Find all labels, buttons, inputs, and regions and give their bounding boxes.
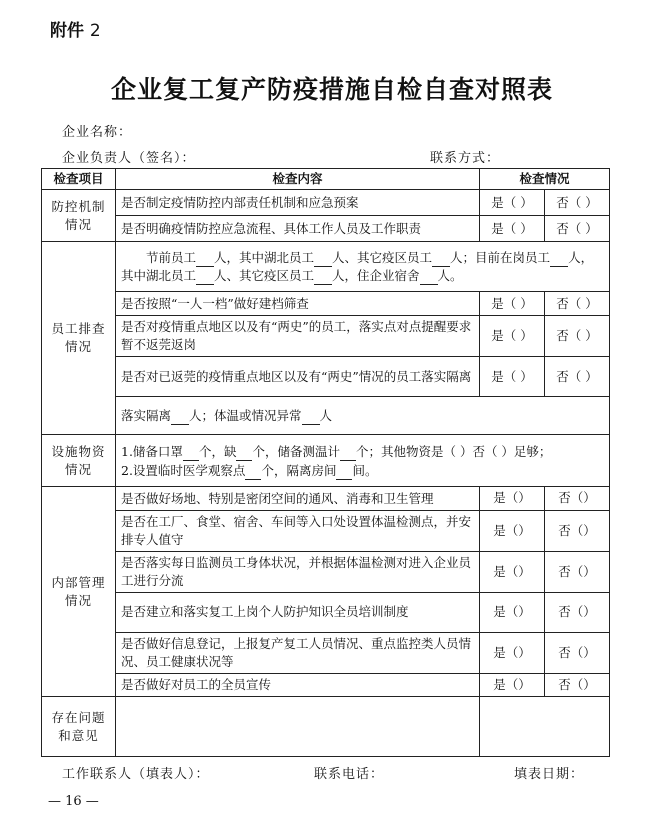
header-content: 检查内容 — [116, 169, 480, 190]
page-number: — 16 — — [48, 794, 99, 809]
check-item: 是否建立和落实复工上岗个人防护知识全员培训制度 — [116, 593, 480, 633]
yes-checkbox[interactable]: 是（） — [480, 674, 545, 697]
table-row — [42, 593, 610, 633]
yes-checkbox[interactable]: 是（） — [480, 633, 545, 674]
no-checkbox[interactable]: 否（ ） — [545, 357, 610, 397]
section-internal-mgmt-title: 内部管理情况 — [42, 487, 116, 697]
no-checkbox[interactable]: 否（） — [545, 593, 610, 633]
no-checkbox[interactable]: 否（ ） — [545, 216, 610, 242]
header-status: 检查情况 — [480, 169, 610, 190]
table-row — [42, 216, 610, 242]
no-checkbox[interactable]: 否（） — [545, 510, 610, 551]
check-item: 是否做好对员工的全员宣传 — [116, 674, 480, 697]
check-item: 是否对疫情重点地区以及有“两史”的员工，落实点对点提醒要求暂不返莞返岗 — [116, 316, 480, 357]
yes-checkbox[interactable]: 是（） — [480, 593, 545, 633]
check-item: 是否明确疫情防控应急流程、具体工作人员及工作职责 — [116, 216, 480, 242]
check-item: 是否在工厂、食堂、宿舍、车间等入口处设置体温检测点，并安排专人值守 — [116, 510, 480, 551]
contact-method-label: 联系方式： — [430, 151, 501, 166]
company-name-label: 企业名称： — [62, 125, 133, 140]
checklist-table — [41, 168, 610, 757]
table-row — [42, 510, 610, 551]
staff-count-statement: 节前员工 人，其中湖北员工 人、其它疫区员工 人；目前在岗员工 人，其中湖北员工 人、其它疫区员工 人，住企业宿舍 人。 — [116, 242, 610, 292]
yes-checkbox[interactable]: 是（ ） — [480, 190, 545, 216]
check-item: 是否制定疫情防控内部责任机制和应急预案 — [116, 190, 480, 216]
facilities-statement — [116, 435, 610, 487]
no-checkbox[interactable]: 否（） — [545, 674, 610, 697]
yes-checkbox[interactable]: 是（ ） — [480, 292, 545, 316]
facilities-line-2: 2.设置临时医学观察点 个，隔离房间 间。 — [121, 461, 604, 480]
table-row — [42, 357, 610, 397]
yes-checkbox[interactable]: 是（） — [480, 510, 545, 551]
date-label: 填表日期： — [514, 767, 585, 782]
yes-checkbox[interactable]: 是（ ） — [480, 316, 545, 357]
table-row — [42, 551, 610, 592]
contact-person-label: 工作联系人（填表人）： — [62, 767, 210, 782]
section-staff-screening-title: 员工排查情况 — [42, 242, 116, 435]
section-issues-title: 存在问题和意见 — [42, 697, 116, 757]
table-row — [42, 697, 610, 757]
header-item: 检查项目 — [42, 169, 116, 190]
table-row — [42, 292, 610, 316]
table-row — [42, 435, 610, 487]
isolation-statement: 落实隔离 人；体温或情况异常 人 — [116, 397, 610, 435]
no-checkbox[interactable]: 否（） — [545, 633, 610, 674]
table-row — [42, 633, 610, 674]
issues-input[interactable] — [116, 697, 480, 757]
yes-checkbox[interactable]: 是（ ） — [480, 216, 545, 242]
table-row — [42, 190, 610, 216]
check-item: 是否做好场地、特别是密闭空间的通风、消毒和卫生管理 — [116, 487, 480, 510]
section-epidemic-control-title: 防控机制情况 — [42, 190, 116, 242]
attachment-label — [50, 16, 101, 41]
company-head-label: 企业负责人（签名）： — [62, 151, 196, 166]
table-row — [42, 397, 610, 435]
section-facilities-title: 设施物资情况 — [42, 435, 116, 487]
no-checkbox[interactable]: 否（ ） — [545, 316, 610, 357]
no-checkbox[interactable]: 否（ ） — [545, 292, 610, 316]
attachment-text: 附件 — [50, 21, 84, 41]
table-row — [42, 242, 610, 292]
no-checkbox[interactable]: 否（） — [545, 551, 610, 592]
attachment-number: 2 — [89, 21, 101, 41]
yes-checkbox[interactable]: 是（） — [480, 487, 545, 510]
facilities-line-1: 1.储备口罩 个，缺 个，储备测温计 个；其他物资是（ ）否（ ）足够； — [121, 442, 604, 461]
page-title: 企业复工复产防疫措施自检自查对照表 — [110, 75, 553, 104]
check-item: 是否落实每日监测员工身体状况，并根据体温检测对进入企业员工进行分流 — [116, 551, 480, 592]
table-row — [42, 316, 610, 357]
check-item: 是否对已返莞的疫情重点地区以及有“两史”情况的员工落实隔离 — [116, 357, 480, 397]
check-item: 是否按照“一人一档”做好建档筛查 — [116, 292, 480, 316]
table-row — [42, 674, 610, 697]
table-header-row — [42, 169, 610, 190]
yes-checkbox[interactable]: 是（） — [480, 551, 545, 592]
no-checkbox[interactable]: 否（） — [545, 487, 610, 510]
table-row — [42, 487, 610, 510]
yes-checkbox[interactable]: 是（ ） — [480, 357, 545, 397]
no-checkbox[interactable]: 否（ ） — [545, 190, 610, 216]
phone-label: 联系电话： — [314, 767, 385, 782]
issues-status-cell[interactable] — [480, 697, 610, 757]
check-item: 是否做好信息登记，上报复产复工人员情况、重点监控类人员情况、员工健康状况等 — [116, 633, 480, 674]
